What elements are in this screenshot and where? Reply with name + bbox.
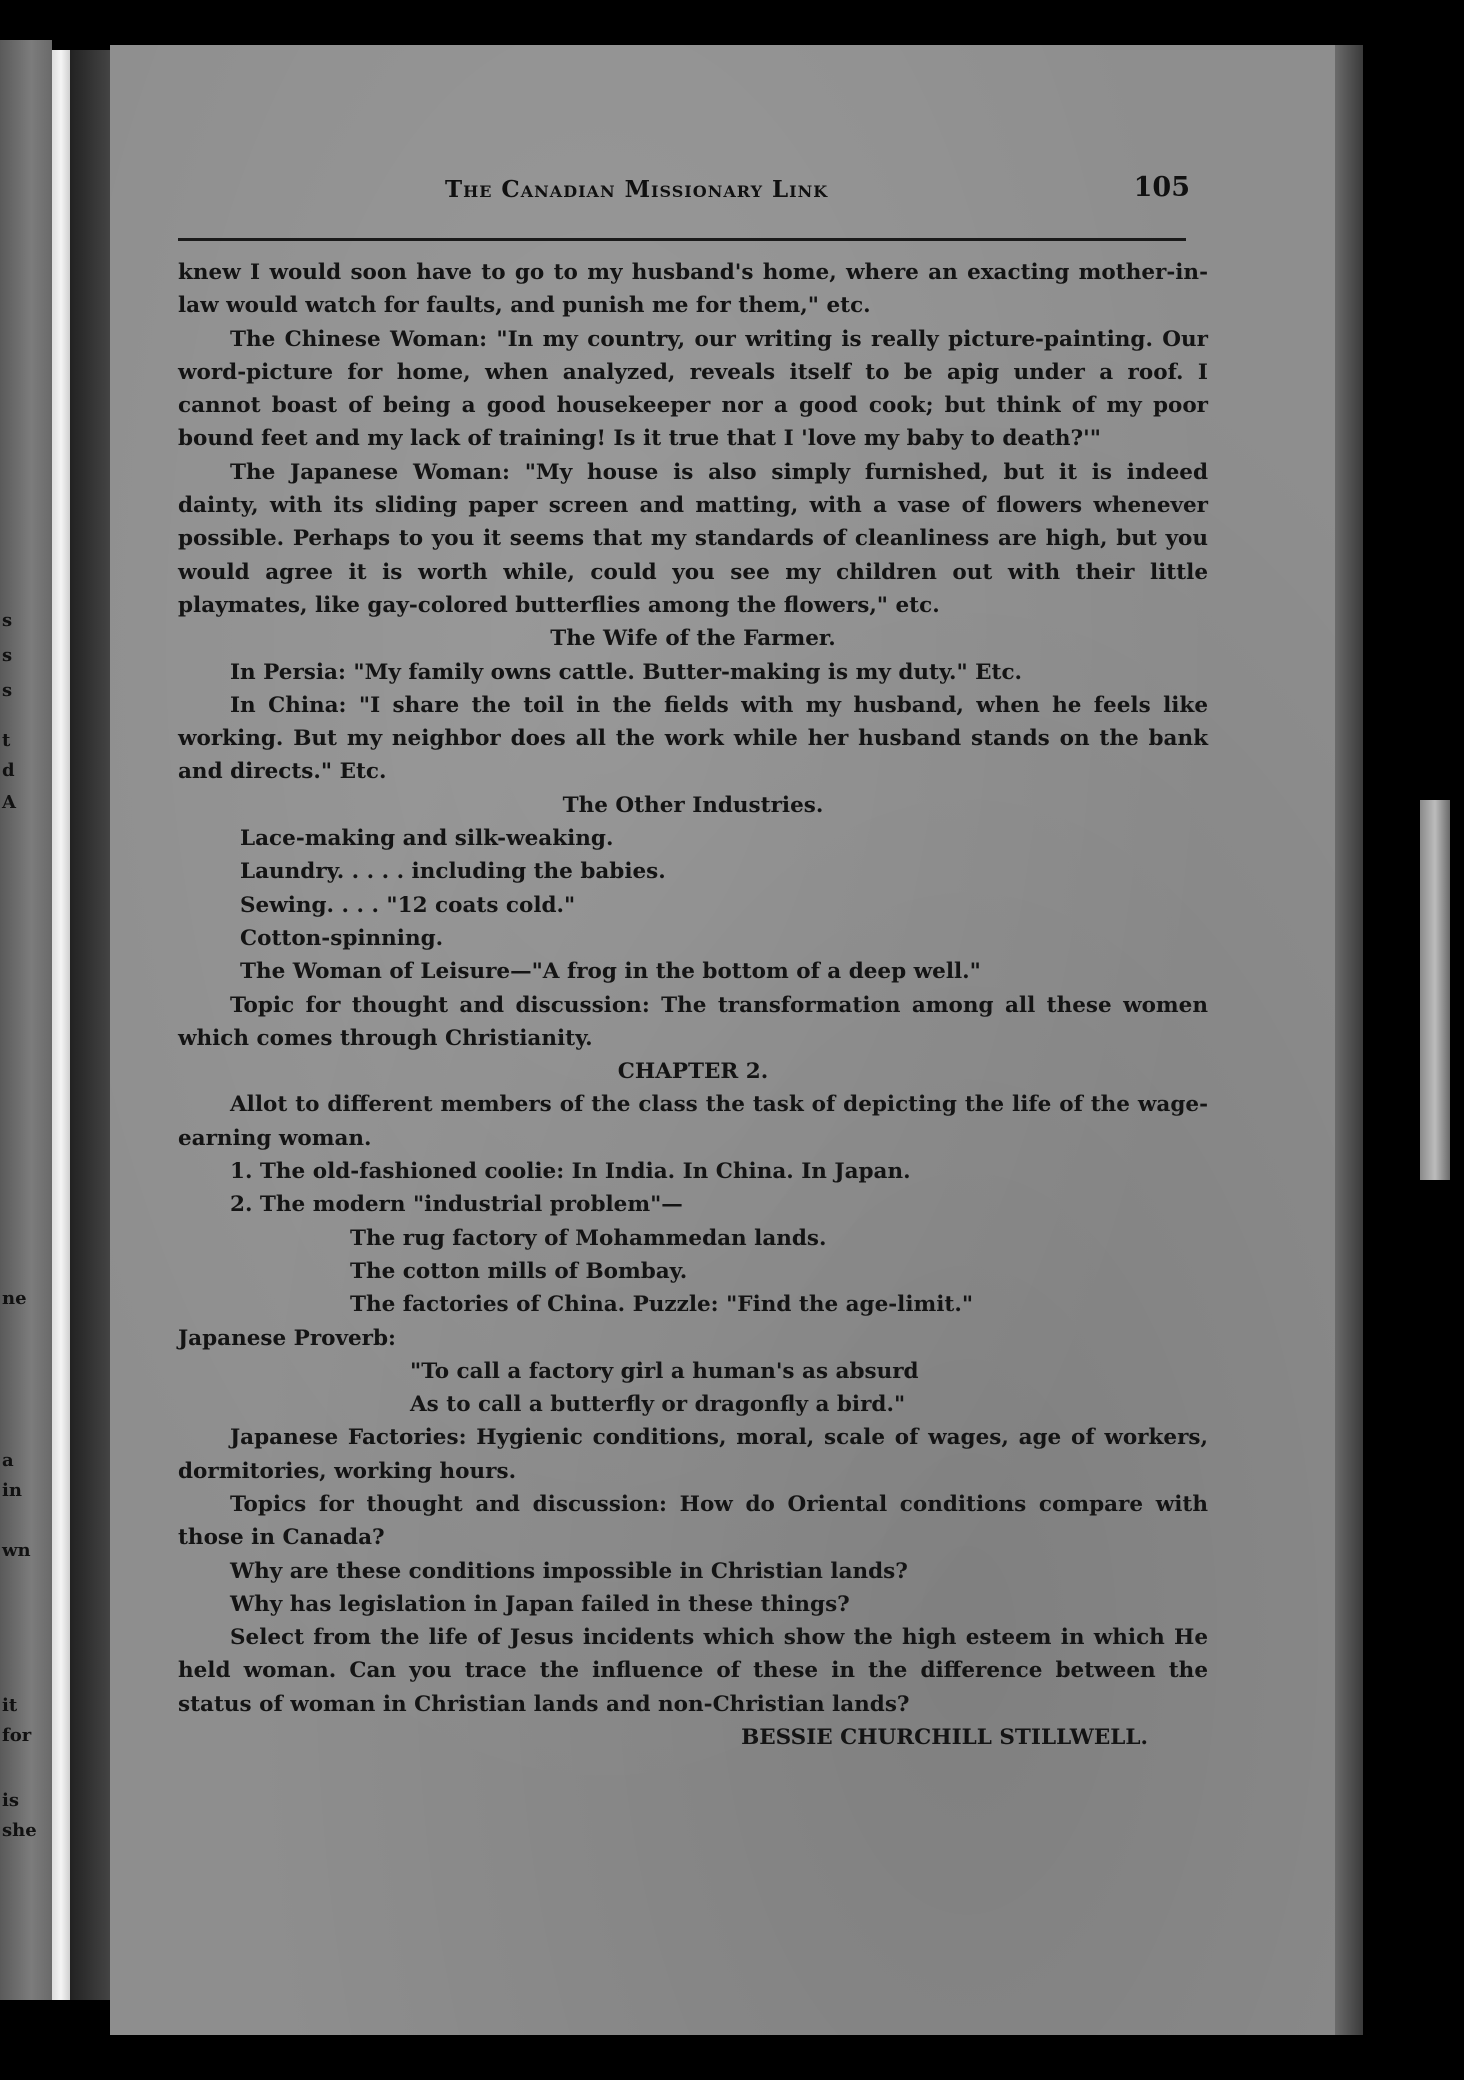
list-item: Lace-making and silk-weaking. [240,826,614,852]
list-item: The Woman of Leisure—"A frog in the bottom of a deep well." [240,959,981,985]
list-item: Laundry. . . . . including the babies. [240,859,666,885]
paragraph: Why are these conditions impossible in Christian lands? [230,1558,908,1584]
page-header [200,172,1190,212]
sub-item: The factories of China. Puzzle: "Find the age-limit." [350,1292,974,1318]
author-signature: BESSIE CHURCHILL STILLWELL. [741,1725,1148,1751]
paragraph: Select from the life of Jesus incidents which show the high esteem in which He held woman. Can you trace the influence of these in the difference between the status of woman in Christian lands and non-Christian lands? [178,1625,1208,1717]
paragraph: In China: "I share the toil in the fields with my husband, when he feels like working. But my neighbor does all the work while her husband stands on the bank and directs." Etc. [178,692,1208,785]
paragraph: Allot to different members of the class the task of depicting the life of the wage-earning woman. [178,1092,1208,1151]
page-clip [1420,800,1450,1180]
paragraph: In Persia: "My family owns cattle. Butter-making is my duty." Etc. [230,659,1023,685]
paragraph: Topic for thought and discussion: The transformation among all these women which comes through Christianity. [178,992,1208,1051]
paragraph: The Chinese Woman: "In my country, our writing is really picture-painting. Our word-picture for home, when analyzed, reveals itself to be apig under a roof. I cannot boast of being a good housekeeper nor a good cook; but think of my poor bound feet and my lack of training! Is it true that I 'love my baby to death?'" [178,326,1208,452]
paragraph: Topics for thought and discussion: How do Oriental conditions compare with those in Canada? [178,1491,1208,1551]
book-gutter [52,50,70,2000]
sub-item: The rug factory of Mohammedan lands. [350,1225,827,1251]
sub-item: The cotton mills of Bombay. [350,1258,688,1284]
paragraph: Japanese Factories: Hygienic conditions, moral, scale of wages, age of workers, dormitories, working hours. [178,1425,1208,1484]
chapter-heading: CHAPTER 2. [617,1059,769,1085]
header-rule [178,238,1186,241]
left-page-fragment: ne [2,1288,27,1309]
left-page-fragment: d [2,760,15,781]
left-page-fragment: a [2,1450,14,1471]
page-body [178,256,1208,1754]
left-page-fragment: in [2,1480,22,1501]
proverb-line: As to call a butterfly or dragonfly a bird." [410,1392,906,1418]
proverb-line: "To call a factory girl a human's as absurd [410,1358,919,1384]
left-page-fragment: s [2,680,13,701]
list-item: Sewing. . . . "12 coats cold." [240,892,576,918]
page-number: 105 [1133,172,1190,203]
running-head: The Canadian Missionary Link [445,176,829,203]
numbered-item: 2. The modern "industrial problem"— [230,1192,683,1218]
left-page-edge [0,40,52,2000]
numbered-item: 1. The old-fashioned coolie: In India. In China. In Japan. [230,1159,911,1185]
list-item: Cotton-spinning. [240,925,444,951]
left-page-fragment: wn [2,1540,31,1561]
paragraph: Why has legislation in Japan failed in these things? [230,1591,850,1617]
gutter-shadow [70,50,110,2000]
left-page-fragment: A [2,792,16,813]
left-page-fragment: for [2,1725,32,1746]
left-page-fragment: she [2,1820,37,1841]
paragraph: knew I would soon have to go to my husband's home, where an exacting mother-in-law would watch for faults, and punish me for them," etc. [178,260,1208,319]
left-page-fragment: s [2,610,13,631]
left-page-fragment: is [2,1790,19,1811]
left-page-fragment: it [2,1695,18,1716]
page-right-edge [1335,45,1363,2035]
section-heading: The Other Industries. [562,792,824,818]
paragraph: The Japanese Woman: "My house is also simply furnished, but it is indeed dainty, with its sliding paper screen and matting, with a vase of flowers whenever possible. Perhaps to you it seems that my standards of cleanliness are high, but you would agree it is worth while, could you see my children out with their little playmates, like gay-colored butterflies among the flowers," etc. [178,459,1208,618]
left-page-fragment: s [2,645,13,666]
left-page-fragment: t [2,730,11,751]
paragraph: Japanese Proverb: [178,1325,396,1351]
section-heading: The Wife of the Farmer. [550,626,836,652]
